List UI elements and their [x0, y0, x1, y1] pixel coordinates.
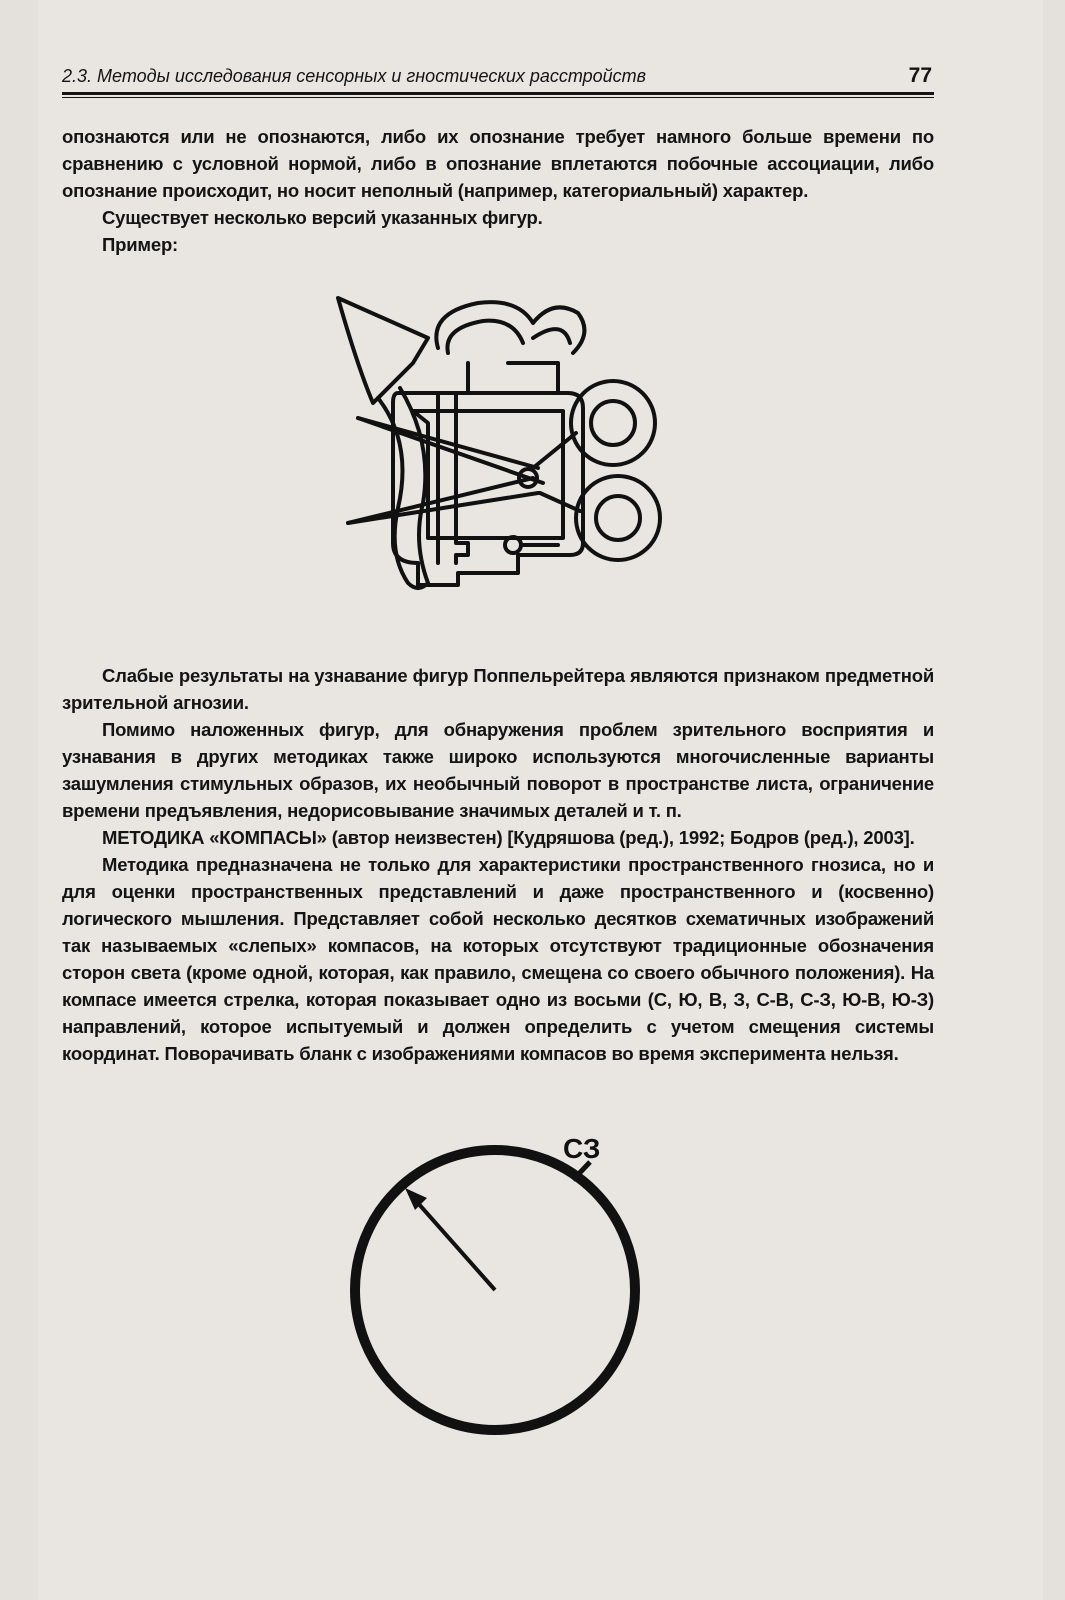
- paragraph: опознаются или не опознаются, либо их опознание требует намного больше времени по сравнению с условной нормой, либо в опознание вплетаются побочные ассоциации, либо опознание происходит, но носит неполный (например, категориальный) характер.: [62, 126, 934, 201]
- compass-label: СЗ: [563, 1133, 601, 1164]
- paragraph: Существует несколько версий указанных фигур.: [102, 207, 543, 228]
- paragraph: Помимо наложенных фигур, для обнаружения проблем зрительного восприятия и узнавания в других методиках также широко используются многочисленные варианты зашумления стимульных образов, их необычный поворот в пространстве листа, ограничение времени предъявления, недорисовывание значимых деталей и т. п.: [62, 719, 934, 821]
- axe-head: [338, 298, 428, 403]
- scissors-ring-2: [576, 476, 660, 560]
- compass-arrow-shaft: [417, 1202, 495, 1290]
- header-rule-thick: [62, 92, 934, 95]
- method-title: МЕТОДИКА «КОМПАСЫ»: [102, 827, 327, 848]
- blind-compass-figure: [345, 1130, 645, 1440]
- text-block-top: [62, 123, 934, 258]
- running-header: [62, 62, 932, 92]
- paragraph: Пример:: [102, 234, 179, 255]
- method-citation: (автор неизвестен) [Кудряшова (ред.), 1992; Бодров (ред.), 2003].: [326, 827, 915, 848]
- page-number: 77: [908, 64, 932, 87]
- text-block-bottom: [62, 662, 934, 1067]
- paragraph: Методика предназначена не только для характеристики пространственного гнозиса, но и для оценки пространственных представлений и даже пространственного и (косвенно) логического мышления. Представляет собой несколько десятков схематичных изображений так называемых «слепых» компасов, на которых отсутствуют традиционные обозначения сторон света (кроме одной, которая, как правило, смещена со своего обычного положения). На компасе имеется стрелка, которая показывает одно из восьми (С, Ю, В, З, С-В, С-З, Ю-В, Ю-З) направлений, которое испытуемый и должен определить с учетом смещения системы координат. Поворачивать бланк с изображениями компасов во время эксперимента нельзя.: [62, 854, 934, 1064]
- paragraph: Слабые результаты на узнавание фигур Поппельрейтера являются признаком предметной зрительной агнозии.: [62, 665, 934, 713]
- method-heading-paragraph: [62, 824, 934, 851]
- header-title: 2.3. Методы исследования сенсорных и гностических расстройств: [62, 66, 647, 86]
- poppelreuter-overlapping-figure: [318, 293, 698, 633]
- scissors-blade-2: [348, 478, 533, 523]
- header-rule-thin: [62, 97, 934, 98]
